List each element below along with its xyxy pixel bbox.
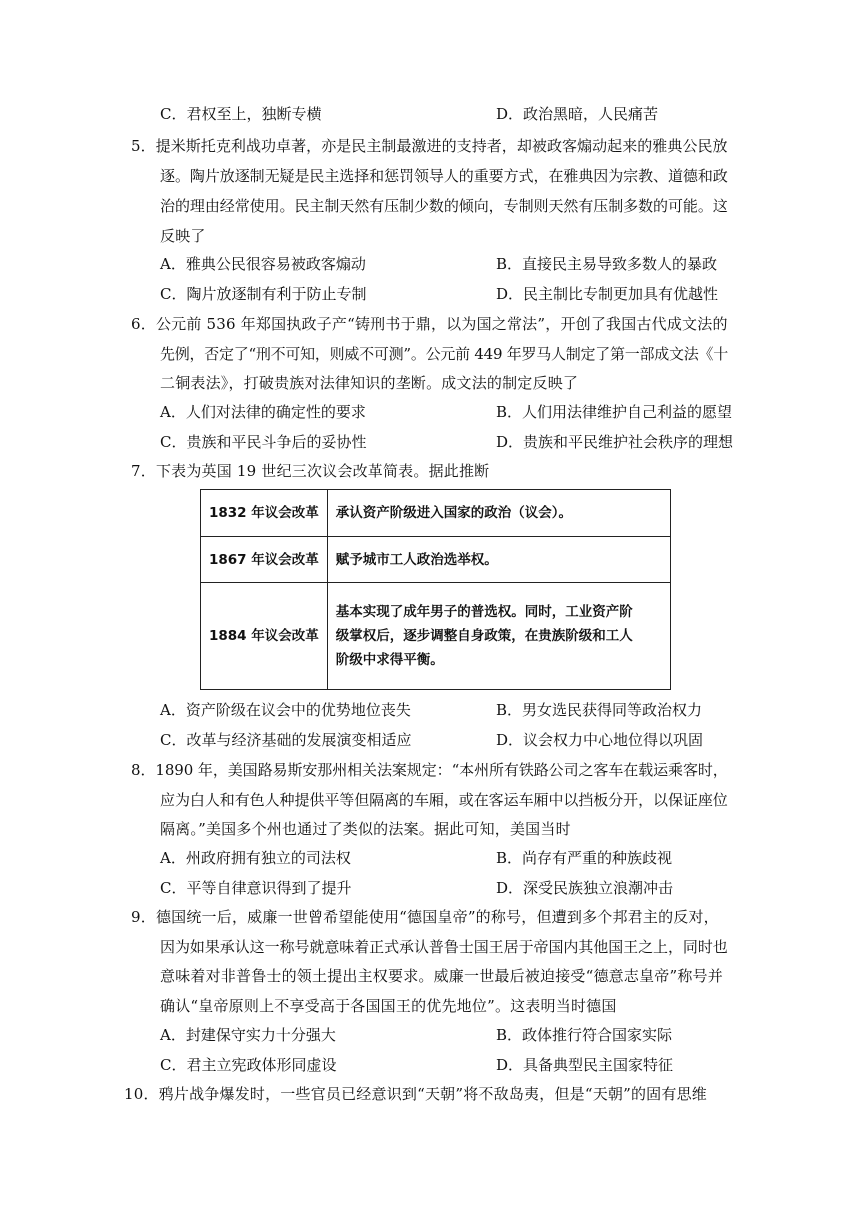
q8-stem-line: 应为白人和有色人种提供平等但隔离的车厢，或在客运车厢中以挡板分开，以保证座位: [160, 791, 728, 809]
q7-option-b: B．男女选民获得同等政治权力: [496, 701, 703, 719]
q5-stem-line: 5．提米斯托克利战功卓著，亦是民主制最激进的支持者，却被政客煽动起来的雅典公民放: [131, 137, 728, 155]
reform-description: [327, 583, 670, 690]
q4-option-d: D．政治黑暗，人民痛苦: [496, 105, 659, 123]
reform-year: 1867 年议会改革: [201, 537, 328, 583]
q5-stem-line: 治的理由经常使用。民主制天然有压制少数的倾向，专制则天然有压制多数的可能。这: [160, 197, 728, 215]
q6-stem-line: 6．公元前 536 年郑国执政子产“铸刑书于鼎，以为国之常法”，开创了我国古代成文法的: [131, 315, 728, 333]
table-row: [201, 583, 671, 690]
reform-description-line: 级掌权后，逐步调整自身政策，在贵族阶级和工人: [335, 628, 633, 644]
reform-description: 赋予城市工人政治选举权。: [327, 537, 670, 583]
q6-option-d: D．贵族和平民维护社会秩序的理想: [496, 433, 734, 451]
reform-description: 承认资产阶级进入国家的政治（议会）。: [327, 490, 670, 537]
q7-stem-line: 7．下表为英国 19 世纪三次议会改革简表。据此推断: [131, 462, 490, 480]
q6-option-c: C．贵族和平民斗争后的妥协性: [160, 433, 367, 451]
q7-option-a: A．资产阶级在议会中的优势地位丧失: [160, 701, 411, 719]
q4-option-c: C．君权至上，独断专横: [160, 105, 322, 123]
reform-description-line: 基本实现了成年男子的普选权。同时，工业资产阶: [335, 604, 633, 620]
q9-option-c: C．君主立宪政体形同虚设: [160, 1056, 337, 1074]
q6-stem-line: 二铜表法》，打破贵族对法律知识的垄断。成文法的制定反映了: [160, 374, 579, 392]
reform-year: 1832 年议会改革: [201, 490, 328, 537]
table-row: [201, 490, 671, 537]
q9-stem-line: 确认“皇帝原则上不享受高于各国国王的优先地位”。这表明当时德国: [160, 997, 617, 1015]
q5-stem-line: 逐。陶片放逐制无疑是民主选择和惩罚领导人的重要方式，在雅典因为宗教、道德和政: [160, 167, 728, 185]
q6-option-a: A．人们对法律的确定性的要求: [160, 403, 366, 421]
reform-description-line: 阶级中求得平衡。: [335, 652, 444, 668]
q9-stem-line: 9．德国统一后，威廉一世曾希望能使用“德国皇帝”的称号，但遭到多个邦君主的反对，: [131, 908, 719, 926]
q8-option-b: B．尚存有严重的种族歧视: [496, 849, 673, 867]
q9-stem-line: 意味着对非普鲁士的领土提出主权要求。威廉一世最后被迫接受“德意志皇帝”称号并: [160, 967, 723, 985]
q6-stem-line: 先例，否定了“刑不可知，则威不可测”。公元前 449 年罗马人制定了第一部成文法《十: [160, 345, 729, 363]
reform-year: 1884 年议会改革: [201, 583, 328, 690]
q9-option-a: A．封建保守实力十分强大: [160, 1026, 336, 1044]
q8-option-d: D．深受民族独立浪潮冲击: [496, 879, 674, 897]
q5-option-d: D．民主制比专制更加具有优越性: [496, 285, 719, 303]
q5-option-b: B．直接民主易导致多数人的暴政: [496, 255, 718, 273]
reform-table: [200, 489, 671, 690]
q8-option-a: A．州政府拥有独立的司法权: [160, 849, 351, 867]
q8-option-c: C．平等自律意识得到了提升: [160, 879, 352, 897]
q10-stem-line: 10．鸦片战争爆发时，一些官员已经意识到“天朝”将不敌岛夷，但是“天朝”的固有思维: [124, 1085, 707, 1103]
q8-stem-line: 隔离。”美国多个州也通过了类似的法案。据此可知，美国当时: [160, 820, 571, 838]
q6-option-b: B．人们用法律维护自己利益的愿望: [496, 403, 733, 421]
q7-option-c: C．改革与经济基础的发展演变相适应: [160, 731, 412, 749]
q5-option-c: C．陶片放逐制有利于防止专制: [160, 285, 367, 303]
q5-stem-line: 反映了: [160, 227, 206, 245]
q8-stem-line: 8．1890 年，美国路易斯安那州相关法案规定：“本州所有铁路公司之客车在载运乘客时，: [131, 761, 728, 779]
table-row: [201, 537, 671, 583]
q9-option-d: D．具备典型民主国家特征: [496, 1056, 674, 1074]
q7-option-d: D．议会权力中心地位得以巩固: [496, 731, 704, 749]
q9-option-b: B．政体推行符合国家实际: [496, 1026, 673, 1044]
q5-option-a: A．雅典公民很容易被政客煽动: [160, 255, 366, 273]
q9-stem-line: 因为如果承认这一称号就意味着正式承认普鲁士国王居于帝国内其他国王之上，同时也: [160, 938, 728, 956]
